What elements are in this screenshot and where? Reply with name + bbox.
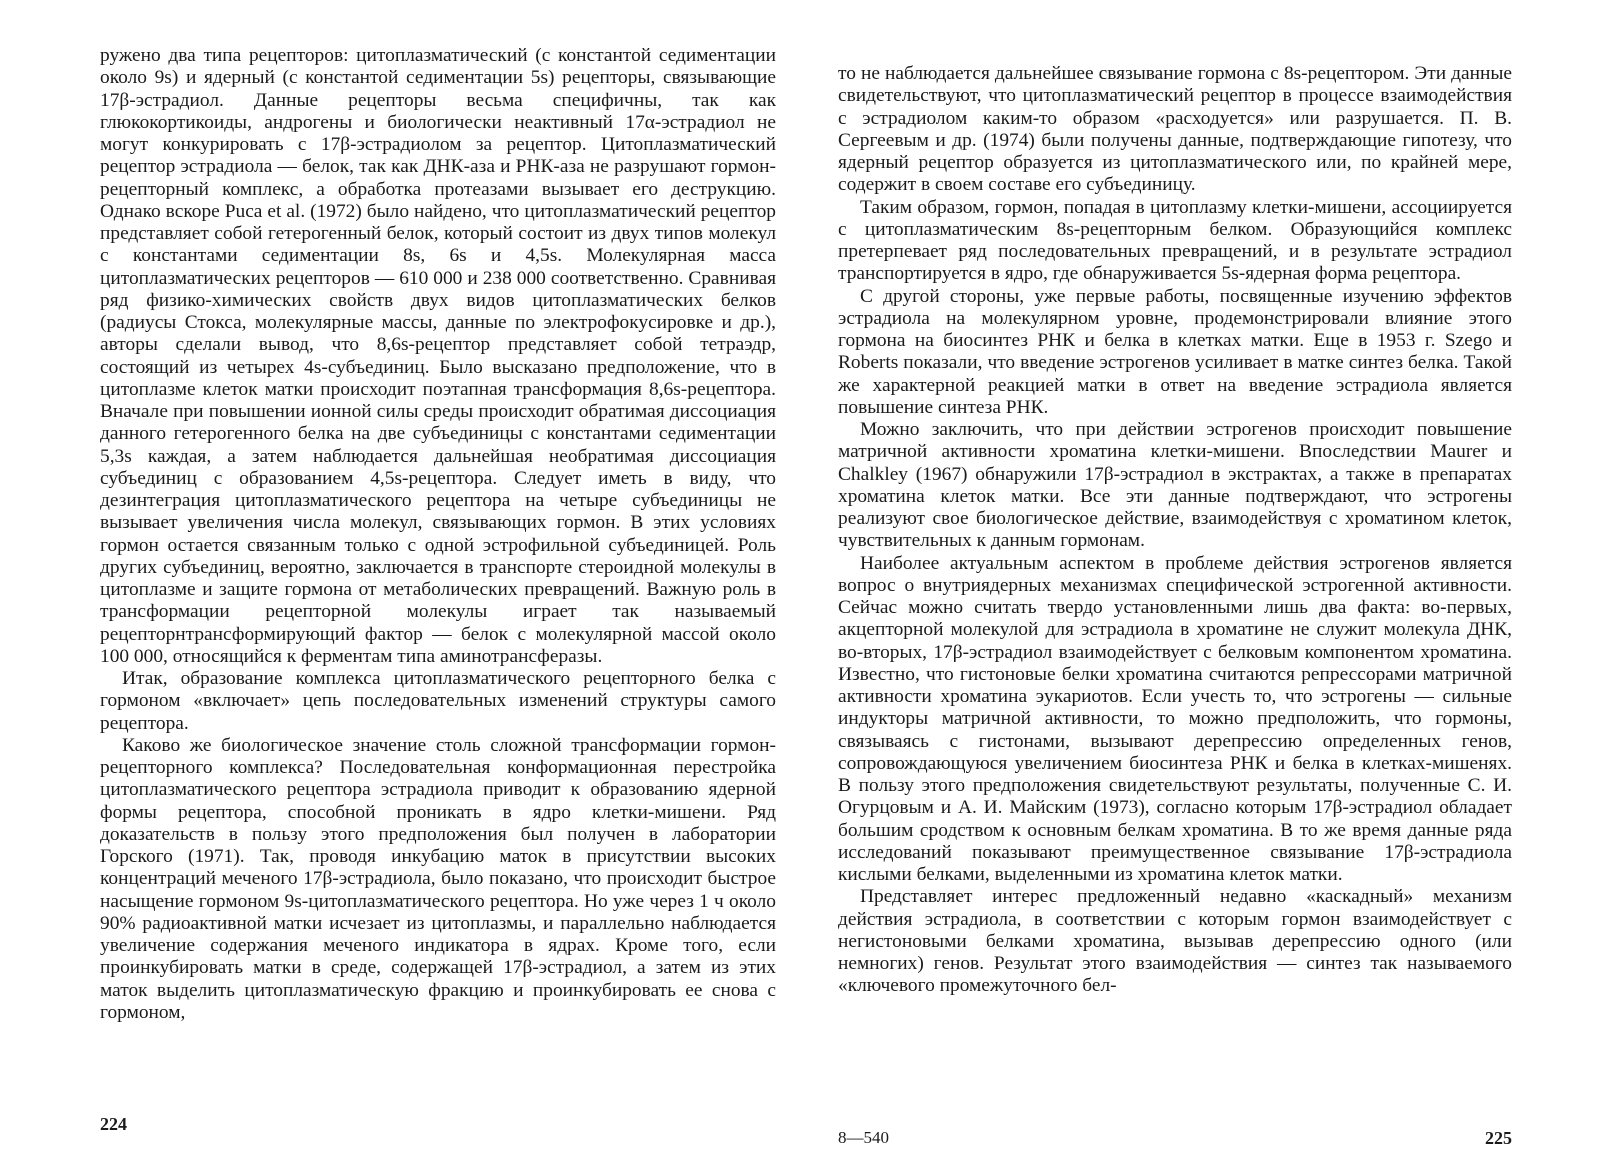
- left-page: [100, 0, 776, 1176]
- paragraph: то не наблюдается дальнейшее связывание гормона с 8s-рецептором. Эти данные свидетельствуют, что цитоплазматический рецептор в процессе взаимодействия с эстрадиолом каким-то образом «расходуется» или разрушается. П. В. Сергеевым и др. (1974) были получены данные, подтверждающие гипотезу, что ядерный рецептор образуется из цитоплазматического или, по крайней мере, содержит в своем составе его субъединицу.: [838, 63, 1512, 196]
- right-page-text: [838, 63, 1512, 998]
- paragraph: С другой стороны, уже первые работы, посвященные изучению эффектов эстрадиола на молекулярном уровне, продемонстрировали влияние этого гормона на биосинтез РНК и белка в клетках матки. Еще в 1953 г. Szego и Roberts показали, что введение эстрогенов усиливает в матке синтез белка. Такой же характерной реакцией матки в ответ на введение эстрадиола является повышение синтеза РНК.: [838, 285, 1512, 418]
- paragraph: Наиболее актуальным аспектом в проблеме действия эстрогенов является вопрос о внутриядерных механизмах специфической эстрогенной активности. Сейчас можно считать твердо установленными лишь два факта: во-первых, акцепторной молекулой для эстрадиола в хроматине не служит молекула ДНК, во-вторых, 17β-эстрадиол взаимодействует с белковым компонентом хроматина. Известно, что гистоновые белки хроматина считаются репрессорами матричной активности хроматина эукариотов. Если учесть то, что эстрогены — сильные индукторы матричной активности, то можно предположить, что гормоны, связываясь с гистонами, вызывают дерепрессию определенных генов, сопровождающуюся увеличением биосинтеза РНК и белка в клетках-мишенях. В пользу этого предположения свидетельствуют результаты, полученные С. И. Огурцовым и А. И. Майским (1973), согласно которым 17β-эстрадиол обладает большим сродством к основным белкам хроматина. В то же время данные ряда исследований показывают преимущественное связывание 17β-эстрадиола кислыми белками, выделенными из хроматина клеток матки.: [838, 552, 1512, 885]
- printer-signature: 8—540: [838, 1128, 889, 1147]
- paragraph: Итак, образование комплекса цитоплазматического рецепторного белка с гормоном «включает» цепь последовательных изменений структуры самого рецептора.: [100, 668, 776, 734]
- paragraph: ружено два типа рецепторов: цитоплазматический (с константой седиментации около 9s) и ядерный (с константой седиментации 5s) рецепторы, связывающие 17β-эстрадиол. Данные рецепторы весьма специфичны, так как глюкокортикоиды, андрогены и биологически неактивный 17α-эстрадиол не могут конкурировать с 17β-эстрадиолом за рецептор. Цитоплазматический рецептор эстрадиола — белок, так как ДНК-аза и РНК-аза не разрушают гормон-рецепторный комплекс, а обработка протеазами вызывает его деструкцию. Однако вскоре Puca et al. (1972) было найдено, что цитоплазматический рецептор представляет собой гетерогенный белок, который состоит из двух типов молекул с константами седиментации 8s, 6s и 4,5s. Молекулярная масса цитоплазматических рецепторов — 610 000 и 238 000 соответственно. Сравнивая ряд физико-химических свойств двух видов цитоплазматических белков (радиусы Стокса, молекулярные массы, данные по электрофокусировке и др.), авторы сделали вывод, что 8,6s-рецептор представляет собой тетраэдр, состоящий из четырех 4s-субъединиц. Было высказано предположение, что в цитоплазме клеток матки происходит поэтапная трансформация 8,6s-рецептора. Вначале при повышении ионной силы среды происходит обратимая диссоциация данного гетерогенного белка на две субъединицы с константами седиментации 5,3s каждая, а затем наблюдается дальнейшая необратимая диссоциация субъединиц с образованием 4,5s-рецептора. Следует иметь в виду, что дезинтеграция цитоплазматического рецептора на четыре субъединицы не вызывает увеличения числа молекул, связывающих гормон. В этих условиях гормон остается связанным только с одной эстрофильной субъединицей. Роль других субъединиц, вероятно, заключается в транспорте стероидной молекулы в цитоплазме и защите гормона от метаболических превращений. Важную роль в трансформации рецепторной молекулы играет так называемый рецепторнтрансформирующий фактор — белок с молекулярной массой около 100 000, относящийся к ферментам типа аминотрансферазы.: [100, 45, 776, 667]
- paragraph: Можно заключить, что при действии эстрогенов происходит повышение матричной активности хроматина клетки-мишени. Впоследствии Maurer и Chalkley (1967) обнаружили 17β-эстрадиол в экстрактах, а также в препаратах хроматина клеток матки. Все эти данные подтверждают, что эстрогены реализуют свое биологическое действие, взаимодействуя с хроматином клеток, чувствительных к данным гормонам.: [838, 419, 1512, 552]
- paragraph: Таким образом, гормон, попадая в цитоплазму клетки-мишени, ассоциируется с цитоплазматическим 8s-рецепторным белком. Образующийся комплекс претерпевает ряд последовательных превращений, и в результате эстрадиол транспортируется в ядро, где обнаруживается 5s-ядерная форма рецептора.: [838, 196, 1512, 285]
- page-number: 225: [1485, 1128, 1512, 1148]
- paragraph: Представляет интерес предложенный недавно «каскадный» механизм действия эстрадиола, в соответствии с которым гормон взаимодействует с негистоновыми белками хроматина, вызывав дерепрессию одного (или немногих) генов. Результат этого взаимодействия — синтез так называемого «ключевого промежуточного бел-: [838, 886, 1512, 997]
- left-page-text: [100, 45, 776, 1024]
- paragraph: Каково же биологическое значение столь сложной трансформации гормон-рецепторного комплекса? Последовательная конформационная перестройка цитоплазматического рецептора эстрадиола приводит к образованию ядерной формы рецептора, способной проникать в ядро клетки-мишени. Ряд доказательств в пользу этого предположения был получен в лаборатории Горского (1971). Так, проводя инкубацию маток в присутствии высоких концентраций меченого 17β-эстрадиола, было показано, что происходит быстрое насыщение гормоном 9s-цитоплазматического рецептора. Но уже через 1 ч около 90% радиоактивной матки исчезает из цитоплазмы, и параллельно наблюдается увеличение содержания меченого индикатора в ядрах. Кроме того, если проинкубировать матки в среде, содержащей 17β-эстрадиол, а затем из этих маток выделить цитоплазматическую фракцию и проинкубировать ее снова с гормоном,: [100, 734, 776, 1023]
- right-page: [838, 0, 1512, 1176]
- page-number: 224: [100, 1114, 127, 1134]
